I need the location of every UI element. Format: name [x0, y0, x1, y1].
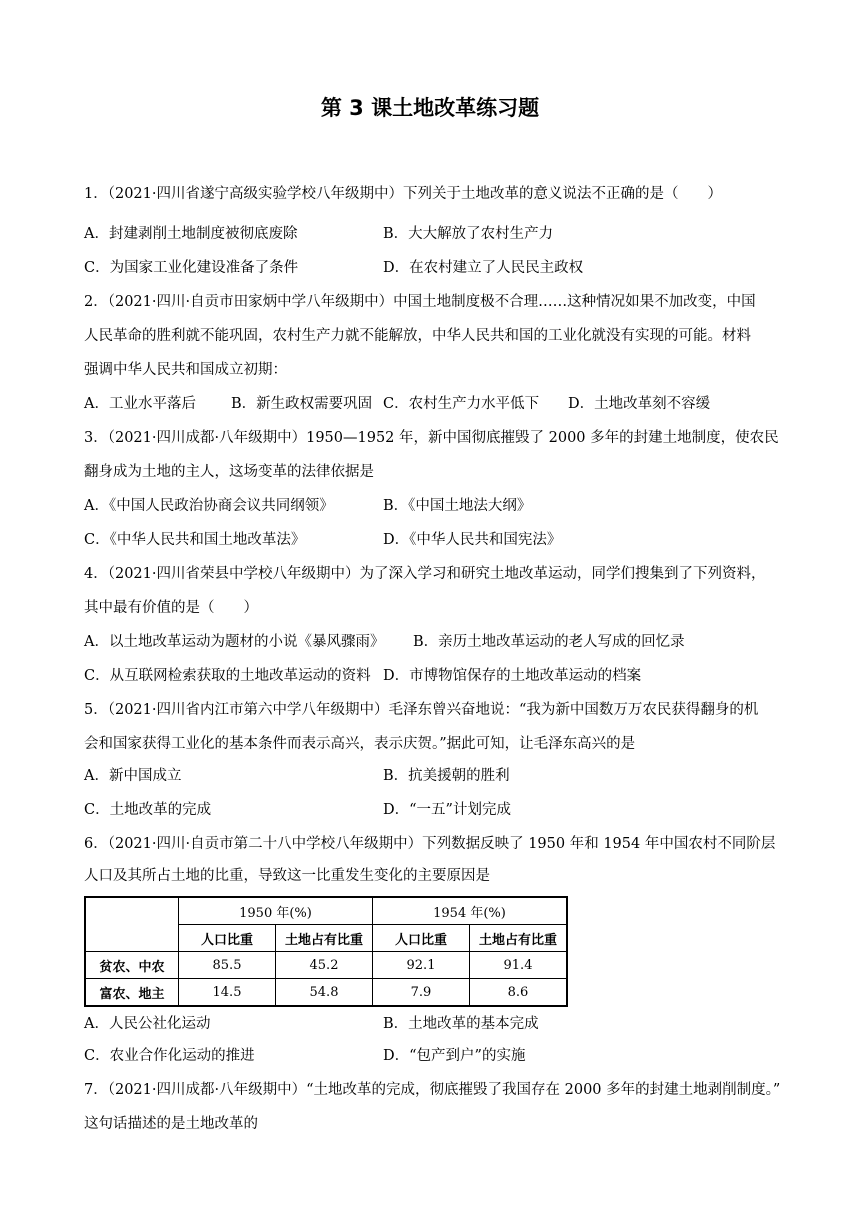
- question-2-text: 强调中华人民共和国成立初期：: [84, 362, 287, 378]
- question-5-text: 5．（2021·四川省内江市第六中学八年级期中）毛泽东曾兴奋地说：“我为新中国数万万农民获得翻身的机: [84, 702, 759, 718]
- question-5-option-a[interactable]: A．新中国成立: [84, 768, 182, 784]
- table-row: [85, 979, 567, 1007]
- question-3-option-a[interactable]: A．《中国人民政治协商会议共同纲领》: [84, 498, 334, 514]
- question-4-option-d[interactable]: D．市博物馆保存的土地改革运动的档案: [383, 668, 642, 684]
- data-table: [84, 896, 568, 1007]
- question-1-option-c[interactable]: C．为国家工业化建设准备了条件: [84, 260, 299, 276]
- question-6-text: 人口及其所占土地的比重，导致这一比重发生变化的主要原因是: [84, 868, 490, 884]
- table-row-label: 贫农、中农: [85, 952, 179, 979]
- question-7-text: 这句话描述的是土地改革的: [84, 1116, 258, 1132]
- question-6-text: 6．（2021·四川·自贡市第二十八中学校八年级期中）下列数据反映了 1950 年和 1954 年中国农村不同阶层: [84, 836, 776, 852]
- question-5-option-d[interactable]: D．“一五”计划完成: [383, 802, 511, 818]
- table-header-row: [85, 897, 567, 925]
- question-2-option-b[interactable]: B．新生政权需要巩固: [231, 396, 373, 412]
- question-4-option-b[interactable]: B．亲历土地改革运动的老人写成的回忆录: [413, 634, 685, 650]
- question-1-option-b[interactable]: B．大大解放了农村生产力: [383, 226, 554, 242]
- question-6-option-d[interactable]: D．“包产到户”的实施: [383, 1048, 526, 1064]
- question-4-option-a[interactable]: A．以土地改革运动为题材的小说《暴风骤雨》: [84, 634, 385, 650]
- table-cell: 8.6: [470, 979, 568, 1007]
- question-4-text: 其中最有价值的是（ ）: [84, 600, 258, 616]
- table-subheader: 土地占有比重: [470, 925, 568, 952]
- table-row-label: 富农、地主: [85, 979, 179, 1007]
- question-2-option-a[interactable]: A．工业水平落后: [84, 396, 196, 412]
- table-cell: 85.5: [179, 952, 276, 979]
- table-subheader: 人口比重: [373, 925, 470, 952]
- question-2-text: 2．（2021·四川·自贡市田家炳中学八年级期中）中国土地制度极不合理……这种情况如果不加改变，中国: [84, 294, 756, 310]
- question-2-option-d[interactable]: D．土地改革刻不容缓: [568, 396, 711, 412]
- table-subheader: 土地占有比重: [276, 925, 373, 952]
- question-1-option-a[interactable]: A．封建剥削土地制度被彻底废除: [84, 226, 298, 242]
- table-cell: 7.9: [373, 979, 470, 1007]
- table-cell: 92.1: [373, 952, 470, 979]
- table-subheader: 人口比重: [179, 925, 276, 952]
- question-3-option-d[interactable]: D．《中华人民共和国宪法》: [383, 532, 562, 548]
- question-4-option-c[interactable]: C．从互联网检索获取的土地改革运动的资料: [84, 668, 371, 684]
- question-6-option-a[interactable]: A．人民公社化运动: [84, 1016, 211, 1032]
- question-6-option-b[interactable]: B．土地改革的基本完成: [383, 1016, 539, 1032]
- table-group-header: 1954 年(%): [373, 897, 568, 925]
- table-group-header: 1950 年(%): [179, 897, 373, 925]
- table-corner-cell: [85, 897, 179, 952]
- question-3-text: 3．（2021·四川成都·八年级期中）1950—1952 年，新中国彻底摧毁了 2000 多年的封建土地制度，使农民: [84, 430, 779, 446]
- question-3-option-c[interactable]: C．《中华人民共和国土地改革法》: [84, 532, 306, 548]
- question-5-text: 会和国家获得工业化的基本条件而表示高兴，表示庆贺。”据此可知，让毛泽东高兴的是: [84, 736, 636, 752]
- question-6-option-c[interactable]: C．农业合作化运动的推进: [84, 1048, 255, 1064]
- question-5-option-c[interactable]: C．土地改革的完成: [84, 802, 212, 818]
- table-cell: 91.4: [470, 952, 568, 979]
- question-7-text: 7．（2021·四川成都·八年级期中）“土地改革的完成，彻底摧毁了我国存在 2000 多年的封建土地剥削制度。”: [84, 1082, 781, 1098]
- table-cell: 54.8: [276, 979, 373, 1007]
- page-title: 第 3 课土地改革练习题: [320, 96, 540, 120]
- question-2-text: 人民革命的胜利就不能巩固，农村生产力就不能解放，中华人民共和国的工业化就没有实现的可能。材料: [84, 328, 751, 344]
- table-row: [85, 952, 567, 979]
- table-cell: 14.5: [179, 979, 276, 1007]
- question-3-text: 翻身成为土地的主人，这场变革的法律依据是: [84, 464, 374, 480]
- question-1-option-d[interactable]: D．在农村建立了人民民主政权: [383, 260, 584, 276]
- question-2-option-c[interactable]: C．农村生产力水平低下: [383, 396, 540, 412]
- question-5-option-b[interactable]: B．抗美援朝的胜利: [383, 768, 510, 784]
- question-4-text: 4．（2021·四川省荣县中学校八年级期中）为了深入学习和研究土地改革运动，同学们搜集到了下列资料，: [84, 566, 766, 582]
- question-1-text: 1．（2021·四川省遂宁高级实验学校八年级期中）下列关于土地改革的意义说法不正确的是（ ）: [84, 186, 722, 202]
- table-cell: 45.2: [276, 952, 373, 979]
- question-3-option-b[interactable]: B．《中国土地法大纲》: [383, 498, 532, 514]
